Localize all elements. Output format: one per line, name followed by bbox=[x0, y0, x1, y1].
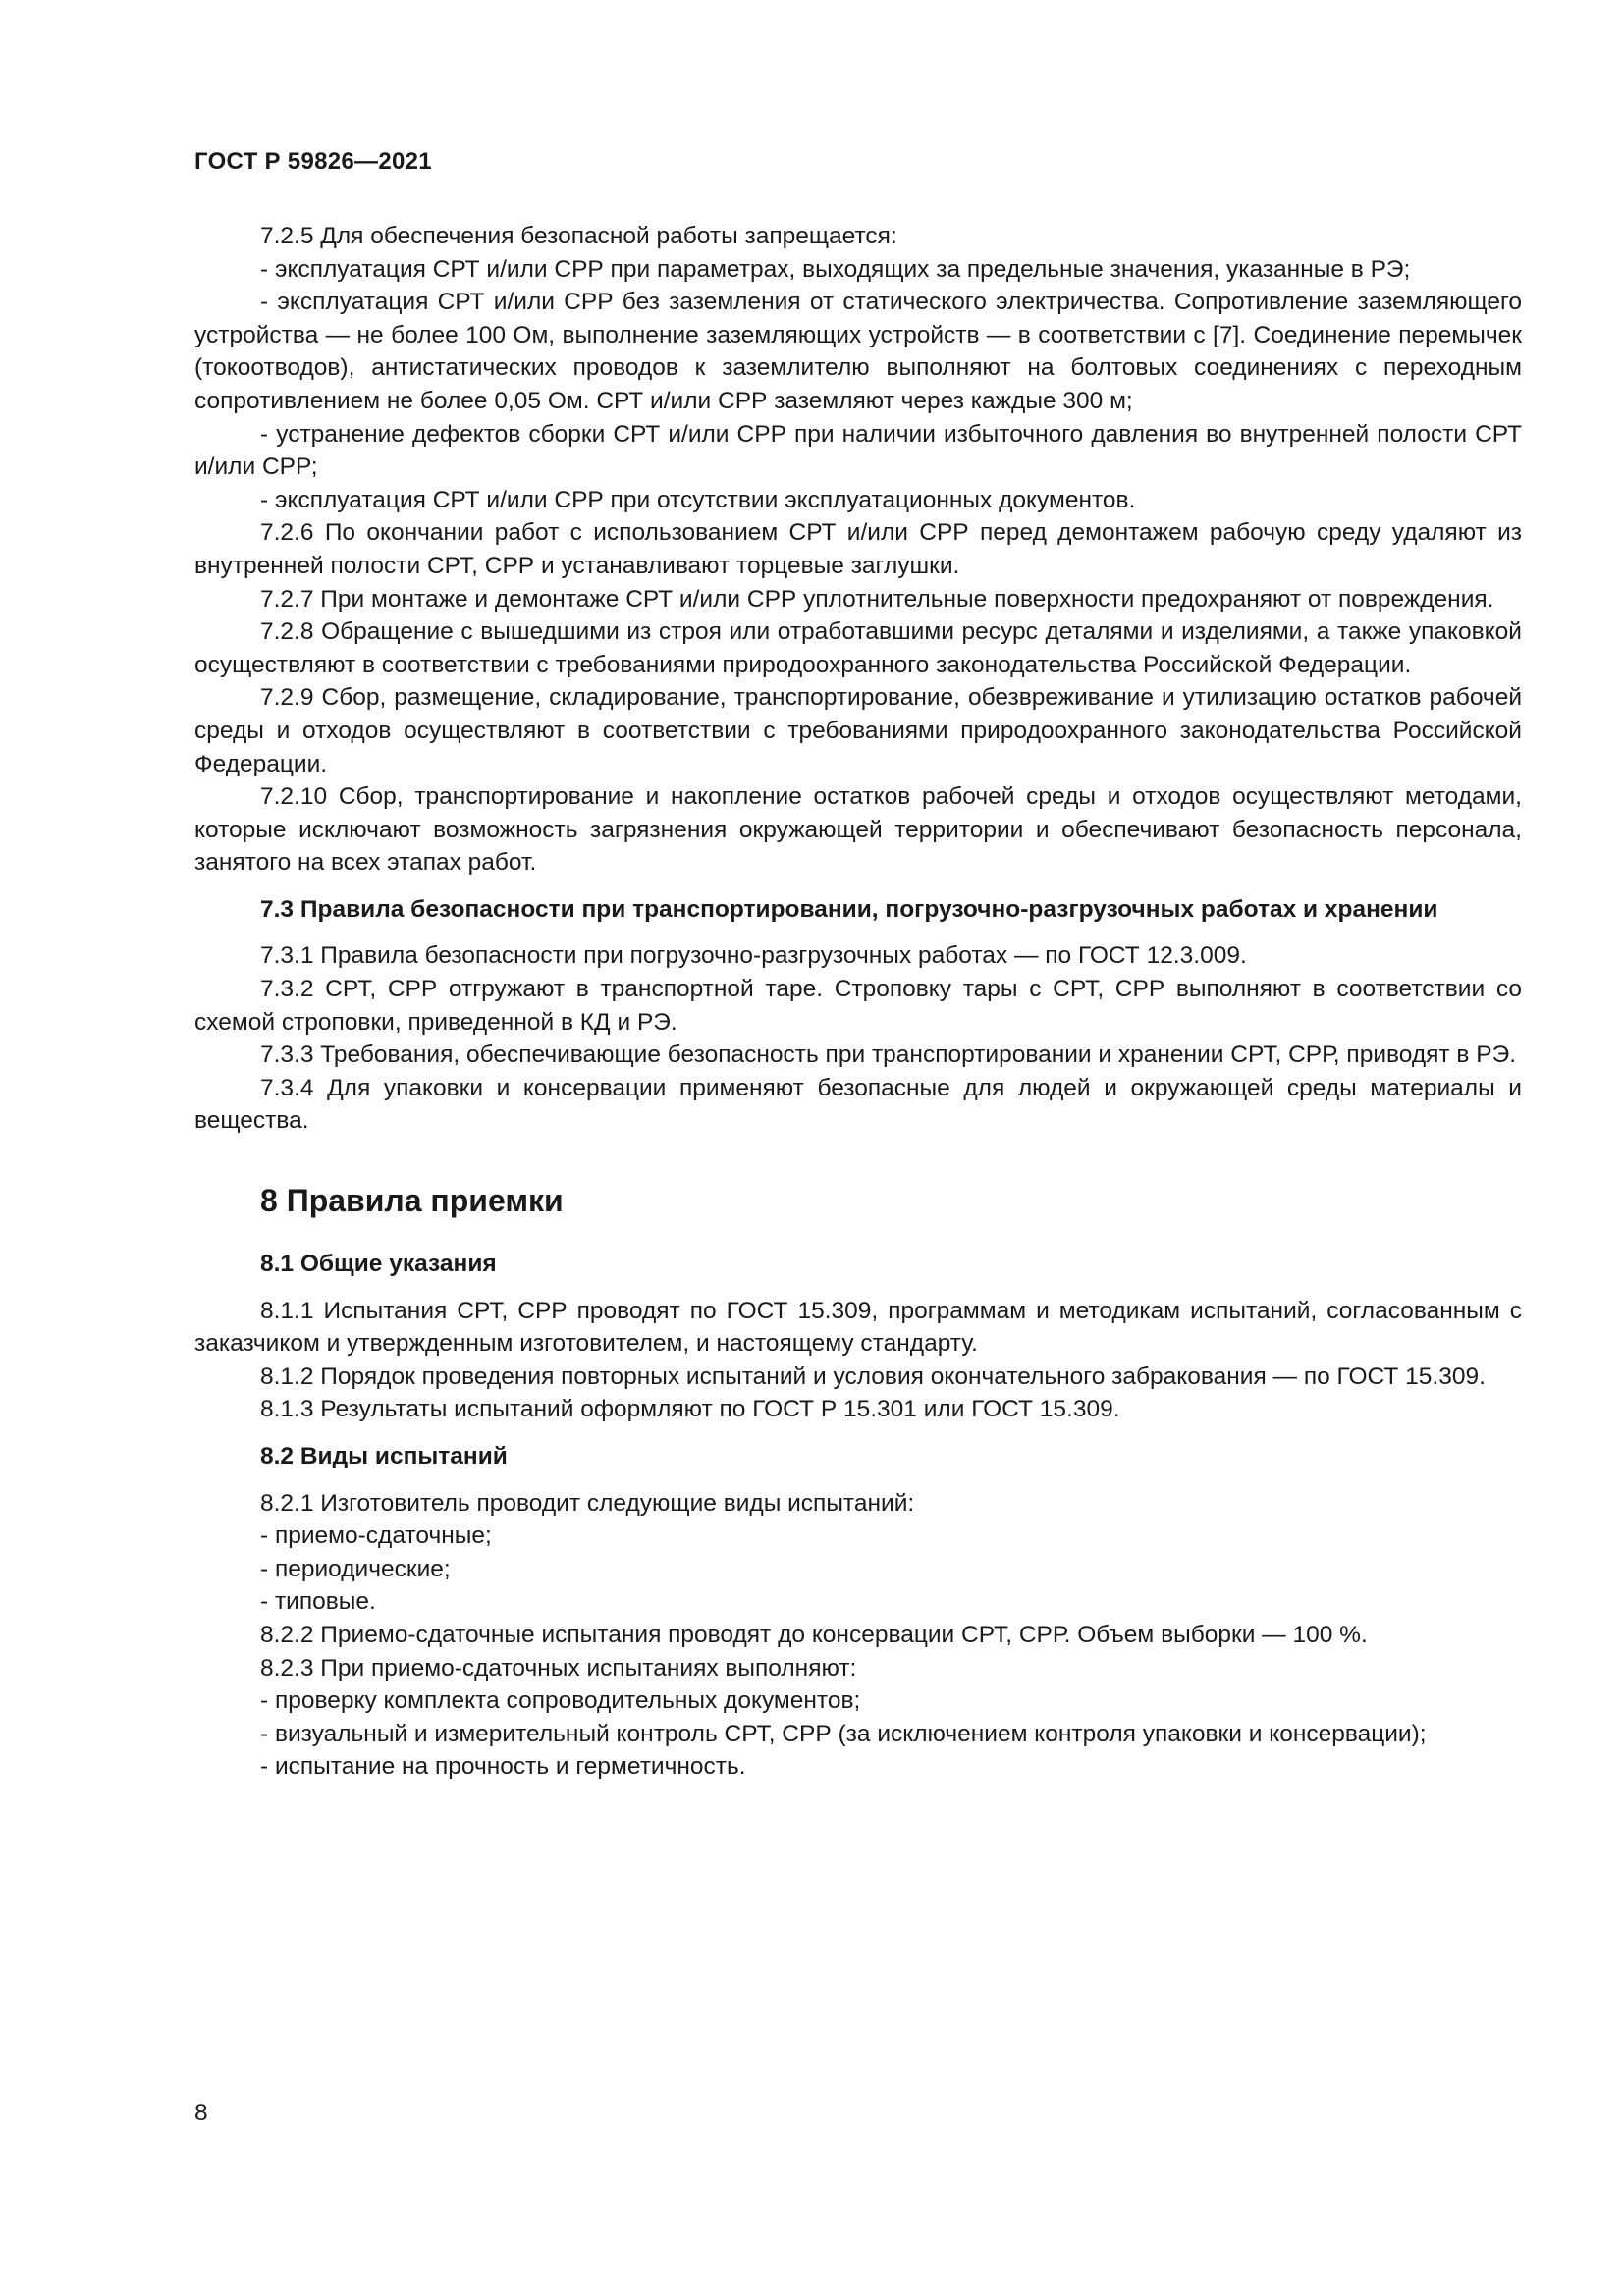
section-heading-7-3: 7.3 Правила безопасности при транспортировании, погрузочно-разгрузочных работах и хранении bbox=[260, 895, 1438, 923]
paragraph: 8.2.1 Изготовитель проводит следующие виды испытаний: bbox=[260, 1489, 915, 1517]
paragraph: 7.3.1 Правила безопасности при погрузочно-разгрузочных работах — по ГОСТ 12.3.009. bbox=[260, 942, 1247, 970]
list-item: - периодические; bbox=[260, 1555, 451, 1582]
section-7-2-continuation bbox=[194, 220, 1522, 880]
paragraph: 7.3.2 СРТ, СРР отгружают в транспортной таре. Строповку тары с СРТ, СРР выполняют в соответствии со схемой строповки, приведенной в КД и РЭ. bbox=[194, 976, 1522, 1036]
list-item: - эксплуатация СРТ и/или СРР при отсутствии эксплуатационных документов. bbox=[260, 486, 1136, 513]
paragraph: 8.1.1 Испытания СРТ, СРР проводят по ГОСТ 15.309, программам и методикам испытаний, согласованным с заказчиком и утвержденным изготовителем, и настоящему стандарту. bbox=[194, 1297, 1522, 1358]
paragraph: 8.1.2 Порядок проведения повторных испытаний и условия окончательного забракования — по ГОСТ 15.309. bbox=[260, 1362, 1486, 1390]
paragraph: 7.2.6 По окончании работ с использованием СРТ и/или СРР перед демонтажем рабочую среду удаляют из внутренней полости СРТ, СРР и устанавливают торцевые заглушки. bbox=[194, 519, 1522, 579]
paragraph: 7.3.3 Требования, обеспечивающие безопасность при транспортировании и хранении СРТ, СРР, приводят в РЭ. bbox=[260, 1041, 1517, 1069]
paragraph: 8.2.3 При приемо-сдаточных испытаниях выполняют: bbox=[260, 1654, 857, 1682]
chapter-heading-8: 8 Правила приемки bbox=[260, 1183, 564, 1219]
list-item: - испытание на прочность и герметичность. bbox=[260, 1753, 746, 1781]
list-item: - типовые. bbox=[260, 1588, 376, 1616]
list-item: - проверку комплекта сопроводительных документов; bbox=[260, 1687, 861, 1715]
document-page bbox=[194, 147, 1522, 1784]
standard-designation: ГОСТ Р 59826—2021 bbox=[194, 148, 432, 175]
paragraph: 7.2.7 При монтаже и демонтаже СРТ и/или СРР уплотнительные поверхности предохраняют от повреждения. bbox=[260, 585, 1494, 613]
section-8-1-body bbox=[194, 1295, 1522, 1426]
section-7-3-body bbox=[194, 939, 1522, 1138]
list-item: - приемо-сдаточные; bbox=[260, 1522, 492, 1550]
section-heading-8-2: 8.2 Виды испытаний bbox=[260, 1443, 508, 1469]
list-item: - визуальный и измерительный контроль СРТ, СРР (за исключением контроля упаковки и консервации); bbox=[260, 1720, 1427, 1747]
section-heading-8-1: 8.1 Общие указания bbox=[260, 1251, 497, 1278]
page-number: 8 bbox=[194, 2100, 208, 2126]
list-item: - эксплуатация СРТ и/или СРР при параметрах, выходящих за предельные значения, указанные в РЭ; bbox=[260, 255, 1411, 283]
paragraph: 8.2.2 Приемо-сдаточные испытания проводят до консервации СРТ, СРР. Объем выборки — 100 %. bbox=[260, 1621, 1368, 1648]
list-item: - устранение дефектов сборки СРТ и/или СРР при наличии избыточного давления во внутренней полости СРТ и/или СРР; bbox=[194, 420, 1522, 481]
section-8-2-body bbox=[194, 1487, 1522, 1784]
paragraph: 7.2.10 Сбор, транспортирование и накопление остатков рабочей среды и отходов осуществляют методами, которые исключают возможность загрязнения окружающей территории и обеспечивают безопасность персонала, занятого на всех этапах работ. bbox=[194, 783, 1522, 877]
paragraph: 7.2.5 Для обеспечения безопасной работы запрещается: bbox=[260, 223, 897, 249]
paragraph: 8.1.3 Результаты испытаний оформляют по ГОСТ Р 15.301 или ГОСТ 15.309. bbox=[260, 1396, 1120, 1423]
paragraph: 7.2.8 Обращение с вышедшими из строя или отработавшими ресурс деталями и изделиями, а также упаковкой осуществляют в соответствии с требованиями природоохранного законодательства Российской Федерации. bbox=[194, 618, 1522, 678]
paragraph: 7.2.9 Сбор, размещение, складирование, транспортирование, обезвреживание и утилизацию остатков рабочей среды и отходов осуществляют в соответствии с требованиями природоохранного законодательства Российской Федерации. bbox=[194, 684, 1522, 777]
paragraph: 7.3.4 Для упаковки и консервации применяют безопасные для людей и окружающей среды материалы и вещества. bbox=[194, 1074, 1522, 1135]
list-item: - эксплуатация СРТ и/или СРР без заземления от статического электричества. Сопротивление заземляющего устройства — не более 100 Ом, выполнение заземляющих устройств — в соответствии с [7]. Соединение перемычек (токоотводов), антистатических проводов к заземлителю выполняют на болтовых соединениях с переходным сопротивлением не более 0,05 Ом. СРТ и/или СРР заземляют через каждые 300 м; bbox=[194, 289, 1522, 414]
